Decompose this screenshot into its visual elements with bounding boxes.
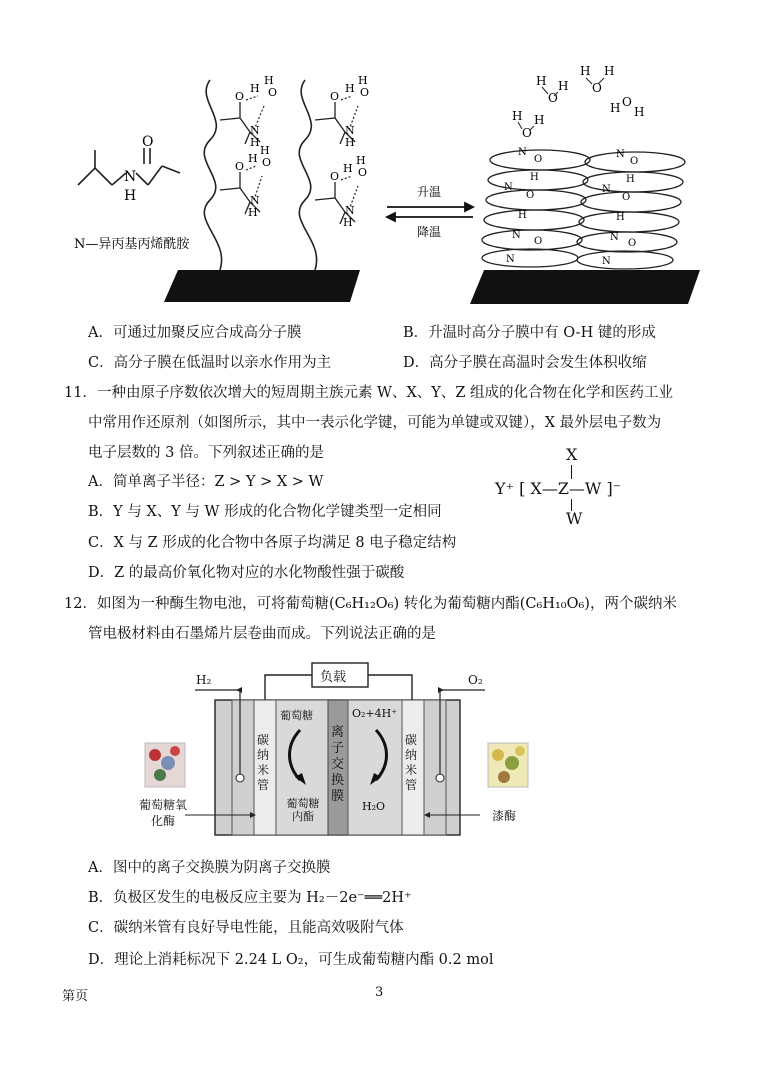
svg-text:H: H [634,105,645,119]
q12-stem-line2: 管电极材料由石墨烯片层卷曲而成。下列说法正确的是 [88,626,436,642]
q10-option-d[interactable]: D．高分子膜在高温时会发生体积收缩 [403,355,647,371]
o2-4h-label: O₂+4H⁺ [352,707,398,720]
svg-text:H: H [343,216,353,229]
svg-text:H: H [250,136,260,149]
svg-text:H: H [358,74,368,87]
svg-text:O: O [235,160,245,173]
structure-top-x: X [566,445,578,464]
svg-text:N: N [602,184,611,195]
svg-text:N: N [250,124,260,137]
heat-label: 升温 [417,185,442,199]
o2-label: O₂ [468,673,483,687]
h2-label: H₂ [196,673,212,687]
svg-text:H: H [616,212,625,223]
q12-option-a[interactable]: A．图中的离子交换膜为阴离子交换膜 [88,860,331,876]
polymer-chain-left-2 [299,80,316,270]
svg-text:O: O [628,238,637,249]
h2o-label: H₂O [362,800,386,813]
equilibrium-arrows [387,203,473,221]
svg-text:O: O [262,156,272,169]
q11-option-d[interactable]: D．Z 的最高价氧化物对应的水化物酸性强于碳酸 [88,565,405,581]
q12-option-b[interactable]: B．负极区发生的电极反应主要为 H₂－2e⁻══2H⁺ [88,890,412,906]
svg-text:N: N [518,147,527,158]
monomer-h: H [124,188,137,204]
svg-text:H: H [248,206,258,219]
svg-text:N: N [512,230,521,241]
helix-right [577,152,685,269]
q11-structure [495,445,645,530]
svg-text:N: N [602,256,611,267]
q12-stem-line1: 12．如图为一种酶生物电池，可将葡萄糖(C₆H₁₂O₆) 转化为葡萄糖内酯(C₆H₁₀O₆)，两个碳纳米 [64,596,677,612]
svg-text:H: H [260,144,270,157]
page-number: 3 [375,985,384,1000]
svg-text:O: O [592,81,602,95]
glucose-label: 葡萄糖 [280,709,313,722]
monomer-label: N—异丙基丙烯酰胺 [74,237,190,252]
left-electrode-label: 碳纳米管 [257,733,270,792]
svg-text:O: O [622,192,631,203]
svg-text:N: N [250,194,260,207]
svg-text:O: O [330,170,340,183]
svg-text:O: O [534,236,543,247]
svg-text:O: O [360,86,370,99]
monomer-n: N [124,169,137,185]
footer-label: 第页 [62,989,89,1004]
svg-text:H: H [610,101,621,115]
svg-text:O: O [622,95,632,109]
svg-text:H: H [343,162,353,175]
svg-text:H: H [604,64,615,78]
svg-text:H: H [518,210,527,221]
gox-label: 葡萄糖氧化酶 [138,798,187,828]
svg-text:H: H [580,64,591,78]
q12-option-d[interactable]: D．理论上消耗标况下 2.24 L O₂，可生成葡萄糖内酯 0.2 mol [88,952,494,968]
q10-option-b[interactable]: B．升温时高分子膜中有 O-H 键的形成 [403,325,656,341]
substrate-right [470,270,700,304]
q11-option-c[interactable]: C．X 与 Z 形成的化合物中各原子均满足 8 电子稳定结构 [88,535,457,551]
svg-text:H: H [345,136,355,149]
polymer-membrane-figure [60,40,710,310]
cool-label: 降温 [417,225,442,239]
svg-text:N: N [345,204,355,217]
svg-text:O: O [630,156,639,167]
svg-text:H: H [356,154,366,167]
substrate-left [164,270,360,302]
svg-text:H: H [536,74,547,88]
svg-text:H: H [534,113,545,127]
q11-stem-line1: 11．一种由原子序数依次增大的短周期主族元素 W、X、Y、Z 组成的化合物在化学和医药工业 [64,385,674,401]
q10-option-c[interactable]: C．高分子膜在低温时以亲水作用为主 [88,355,332,371]
svg-text:O: O [526,190,535,201]
structure-bottom-w: W [566,509,583,528]
svg-text:H: H [345,82,355,95]
svg-text:N: N [610,232,619,243]
q11-option-a[interactable]: A．简单离子半径：Z > Y > X > W [88,474,324,490]
svg-text:H: H [264,74,274,87]
biofuel-cell-figure [140,655,540,845]
laccase-label: 漆酶 [492,809,517,823]
svg-text:H: H [250,82,260,95]
svg-text:N: N [506,254,515,265]
monomer-o: O [142,134,154,150]
right-electrode-label: 碳纳米管 [405,733,418,792]
svg-text:O: O [522,126,532,140]
svg-text:N: N [504,182,513,193]
q11-stem-line3: 电子层数的 3 倍。下列叙述正确的是 [88,445,324,461]
svg-text:O: O [358,166,368,179]
lactone-label: 葡萄糖内酯 [286,797,320,823]
svg-text:O: O [268,86,278,99]
q12-option-c[interactable]: C．碳纳米管有良好导电性能，且能高效吸附气体 [88,920,404,936]
svg-text:O: O [534,154,543,165]
svg-text:O: O [235,90,245,103]
svg-text:O: O [548,91,558,105]
svg-text:N: N [345,124,355,137]
load-label: 负载 [320,670,347,685]
svg-text:H: H [626,174,635,185]
svg-text:H: H [512,109,523,123]
svg-text:N: N [616,149,625,160]
svg-text:H: H [248,152,258,165]
q11-option-b[interactable]: B．Y 与 X、Y 与 W 形成的化合物化学键类型一定相同 [88,504,442,520]
structure-formula: Y⁺ [ X—Z—W ]⁻ [495,479,622,498]
svg-text:O: O [330,90,340,103]
polymer-chain-left-1 [204,80,221,270]
q10-option-a[interactable]: A．可通过加聚反应合成高分子膜 [88,325,302,341]
q11-stem-line2: 中常用作还原剂（如图所示，其中一表示化学键，可能为单键或双键），X 最外层电子数为 [88,415,662,431]
membrane-label: 离子交换膜 [331,725,345,804]
helix-left [482,150,590,267]
svg-text:H: H [530,172,539,183]
svg-text:H: H [558,79,569,93]
